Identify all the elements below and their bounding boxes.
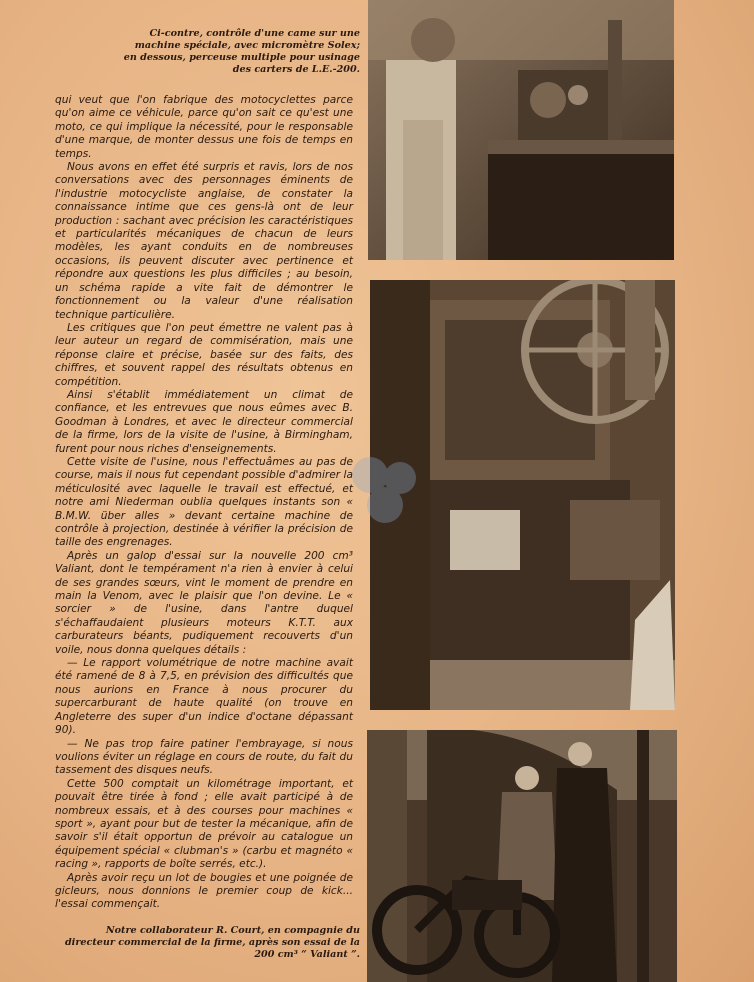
article-paragraph-7: — Le rapport volumétrique de notre machine avait été ramené de 8 à 7,5, en prévision des difficultés que nous aurions en France à nous procurer du supercarburant de haute qualité (on trouve en Angleterre des super d'un indice d'octane dépassant 90). bbox=[55, 657, 353, 737]
watermark-logo bbox=[340, 450, 440, 530]
article-paragraph-5: Cette visite de l'usine, nous l'effectuâmes au pas de course, mais il nous fut cependant possible d'admirer la méticulosité avec laquelle le travail est effectué, et notre ami Niederman oublia quelques instants son « B.M.W. über alles » devant certaine machine de contrôle à projection, destinée à vérifier la précision de taille des engrenages. bbox=[55, 455, 353, 549]
motorcycle-men-photo bbox=[367, 730, 677, 982]
caption-bottom: Notre collaborateur R. Court, en compagnie du directeur commercial de la firme, après son essai de la 200 cm³ “ Valiant ”. bbox=[64, 925, 360, 960]
article-paragraph-4: Ainsi s'établit immédiatement un climat de confiance, et les entrevues que nous eûmes avec B. Goodman à Londres, et avec le directeur commercial de la firme, lors de la visite de l'usine, à Birmingham, furent pour nous riches d'enseignements. bbox=[55, 388, 353, 455]
article-paragraph-1: qui veut que l'on fabrique des motocyclettes parce qu'on aime ce véhicule, parce qu'on sait ce qu'est une moto, ce qui implique la nécessité, pour le responsable d'une marque, de monter dessus une fois de temps en temps. bbox=[55, 94, 353, 160]
article-paragraph-3: Les critiques que l'on peut émettre ne valent pas à leur auteur un regard de commisération, mais une réponse claire et précise, basée sur des faits, des chiffres, et souvent rappel des résultats obtenus en compétition. bbox=[55, 321, 353, 388]
article-paragraph-10: Après avoir reçu un lot de bougies et une poignée de gicleurs, nous donnions le premier coup de kick... l'essai commençait. bbox=[55, 871, 353, 911]
article-paragraph-9: Cette 500 comptait un kilométrage important, et pouvait être tirée à fond ; elle avait participé à de nombreux essais, et à des courses pour machines « sport », ayant pour but de tester la mécanique, afin de savoir s'il était opportun de prévoir au catalogue un équipement spécial « clubman's » (carbu et magnéto « racing », rapports de boîte serrés, etc.). bbox=[55, 777, 353, 871]
article-paragraph-6: Après un galop d'essai sur la nouvelle 200 cm³ Valiant, dont le tempérament n'a rien à envier à celui de ses grandes sœurs, vint le moment de prendre en main la Venom, avec le plaisir que l'on devine. Le « sorcier » de l'usine, dans l'antre duquel s'échaffaudaient plusieurs moteurs K.T.T. aux carburateurs béants, pudiquement recouverts d'un voile, nous donna quelques détails : bbox=[55, 549, 353, 656]
article-paragraph-8: — Ne pas trop faire patiner l'embrayage, si nous voulions éviter un réglage en cours de route, du fait du tassement des disques neufs. bbox=[55, 737, 353, 777]
article-paragraph-2: Nous avons en effet été surpris et ravis, lors de nos conversations avec des personnages éminents de l'industrie motocycliste anglaise, de constater la connaissance intime que ces gens-là ont de leur production : sachant avec précision les caractéristiques et particularités mécaniques de chacun de leurs modèles, les ayant conduits en de nombreuses occasions, ils peuvent discuter avec pertinence et répondre aux questions les plus difficiles ; au besoin, un schéma rapide a vite fait de démontrer le fonctionnement ou la valeur d'une réalisation technique particulière. bbox=[55, 161, 353, 321]
caption-top: Ci-contre, contrôle d'une came sur une machine spéciale, avec micromètre Solex; en dessous, perceuse multiple pour usinage des carters de L.E.-200. bbox=[123, 28, 360, 75]
machine-inspection-photo bbox=[368, 0, 674, 260]
article-body bbox=[55, 94, 353, 912]
